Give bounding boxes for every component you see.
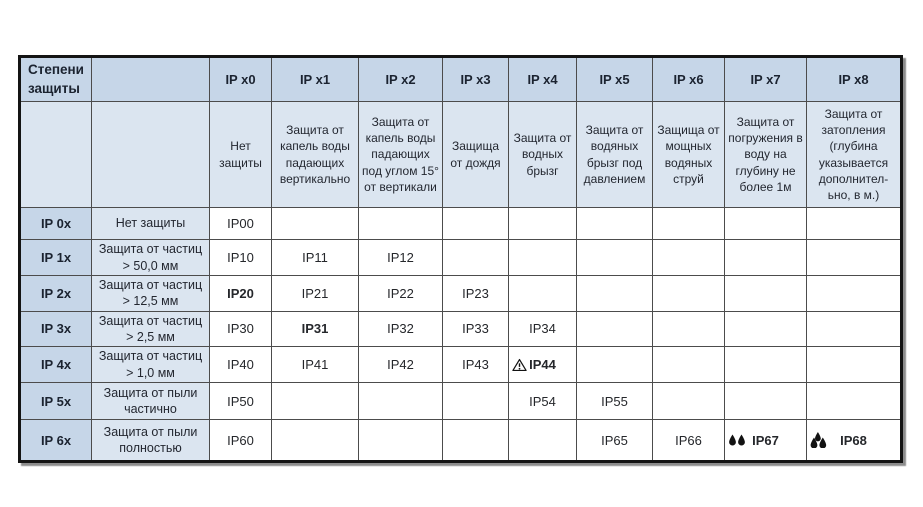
rating-code: IP10	[227, 250, 254, 265]
rating-code: IP43	[462, 357, 489, 372]
rating-code: IP50	[227, 393, 254, 409]
rating-cell	[509, 311, 577, 347]
rating-code: IP54	[529, 393, 556, 409]
table-row-ip1x	[20, 240, 902, 276]
rating-cell	[443, 311, 509, 347]
rating-cell	[272, 347, 359, 383]
row-label: IP 5x	[20, 383, 92, 420]
rating-cell	[272, 276, 359, 312]
rating-cell	[210, 383, 272, 420]
row-description: Защита от частиц > 12,5 мм	[92, 276, 210, 312]
table-row-ip2x	[20, 276, 902, 312]
empty-cell	[359, 208, 443, 240]
rating-code: IP31	[301, 321, 329, 337]
column-header-ipx8: IP x8	[807, 57, 902, 102]
column-description: Нет защиты	[210, 102, 272, 208]
rating-code: IP22	[387, 285, 414, 301]
column-header-ipx5: IP x5	[577, 57, 653, 102]
row-label: IP 2x	[20, 276, 92, 312]
ip-protection-table	[18, 55, 903, 463]
rating-cell	[443, 347, 509, 383]
rating-cell	[210, 208, 272, 240]
empty-cell	[577, 240, 653, 276]
row-label: IP 3x	[20, 311, 92, 347]
rating-code: IP20	[227, 285, 254, 301]
rating-code: IP00	[227, 216, 254, 231]
rating-cell	[509, 383, 577, 420]
empty-cell	[509, 276, 577, 312]
column-description: Защита от погружения в воду на глубину не более 1м	[725, 102, 807, 208]
empty-cell	[577, 311, 653, 347]
empty-cell	[653, 208, 725, 240]
empty-cell	[272, 208, 359, 240]
rating-cell	[653, 420, 725, 462]
empty-cell	[653, 240, 725, 276]
rating-code: IP23	[462, 285, 489, 301]
rating-cell	[210, 276, 272, 312]
rating-code: IP12	[387, 250, 414, 265]
column-description: Защита от водных брызг	[509, 102, 577, 208]
column-header-ipx0: IP x0	[210, 57, 272, 102]
empty-cell	[577, 208, 653, 240]
row-label: IP 0x	[20, 208, 92, 240]
rating-code: IP60	[227, 432, 254, 448]
description-spacer-cell	[92, 102, 210, 208]
empty-cell	[725, 311, 807, 347]
rating-code: IP65	[601, 432, 628, 448]
rating-cell	[359, 276, 443, 312]
empty-cell	[725, 276, 807, 312]
rating-code: IP67	[752, 432, 779, 448]
row-label: IP 1x	[20, 240, 92, 276]
empty-cell	[653, 311, 725, 347]
table-row-ip5x	[20, 383, 902, 420]
rating-cell	[359, 240, 443, 276]
row-description: Защита от пыли частично	[92, 383, 210, 420]
row-label: IP 4x	[20, 347, 92, 383]
rating-code: IP55	[601, 393, 628, 409]
rating-code: IP11	[302, 250, 328, 265]
empty-cell	[509, 208, 577, 240]
empty-cell	[725, 347, 807, 383]
header-spacer-cell	[92, 57, 210, 102]
empty-cell	[443, 208, 509, 240]
warning-icon	[512, 358, 527, 372]
rating-cell	[577, 420, 653, 462]
empty-cell	[725, 208, 807, 240]
ip-table-container	[18, 55, 903, 463]
empty-cell	[807, 208, 902, 240]
rating-code: IP33	[462, 321, 489, 337]
empty-cell	[577, 347, 653, 383]
column-header-ipx3: IP x3	[443, 57, 509, 102]
row-description: Защита от пыли полностью	[92, 420, 210, 462]
rating-code: IP42	[387, 357, 414, 372]
row-description: Защита от частиц > 2,5 мм	[92, 311, 210, 347]
column-header-ipx1: IP x1	[272, 57, 359, 102]
corner-header-degrees-of-protection: Степени защиты	[20, 57, 92, 102]
rating-code: IP41	[301, 357, 329, 372]
column-description: Защита от водяных брызг под давлением	[577, 102, 653, 208]
empty-cell	[509, 420, 577, 462]
row-description: Нет защиты	[92, 208, 210, 240]
header-row-codes	[20, 57, 902, 102]
empty-cell	[359, 383, 443, 420]
empty-cell	[807, 347, 902, 383]
rating-cell	[272, 311, 359, 347]
table-row-ip4x	[20, 347, 902, 383]
column-description: Защища от мощных водяных струй	[653, 102, 725, 208]
empty-cell	[359, 420, 443, 462]
three-drops-icon	[810, 432, 827, 448]
rating-code: IP40	[227, 357, 254, 372]
row-label: IP 6x	[20, 420, 92, 462]
empty-cell	[725, 383, 807, 420]
rating-code: IP30	[227, 321, 254, 337]
column-header-ipx7: IP x7	[725, 57, 807, 102]
column-description: Защища от дождя	[443, 102, 509, 208]
rating-cell	[359, 347, 443, 383]
empty-cell	[509, 240, 577, 276]
rating-cell	[210, 240, 272, 276]
rating-code: IP34	[529, 321, 556, 337]
column-description: Защита от капель воды падающих под углом 15° от вертикали	[359, 102, 443, 208]
rating-code: IP68	[840, 432, 867, 448]
rating-cell	[210, 347, 272, 383]
table-row-ip3x	[20, 311, 902, 347]
rating-cell	[210, 311, 272, 347]
empty-cell	[725, 240, 807, 276]
column-header-ipx2: IP x2	[359, 57, 443, 102]
empty-cell	[443, 420, 509, 462]
empty-cell	[443, 383, 509, 420]
column-description: Защита от затопления (глубина указывается дополнител-ьно, в м.)	[807, 102, 902, 208]
empty-cell	[272, 420, 359, 462]
empty-cell	[807, 240, 902, 276]
description-spacer-cell	[20, 102, 92, 208]
empty-cell	[653, 276, 725, 312]
rating-code: IP21	[301, 285, 329, 301]
row-description: Защита от частиц > 50,0 мм	[92, 240, 210, 276]
rating-cell	[509, 347, 577, 383]
two-drops-icon	[728, 435, 746, 446]
table-row-ip0x	[20, 208, 902, 240]
empty-cell	[807, 383, 902, 420]
empty-cell	[807, 276, 902, 312]
column-header-ipx4: IP x4	[509, 57, 577, 102]
rating-code: IP66	[675, 432, 702, 448]
rating-cell	[272, 240, 359, 276]
rating-cell	[807, 420, 902, 462]
rating-cell	[443, 276, 509, 312]
empty-cell	[443, 240, 509, 276]
empty-cell	[272, 383, 359, 420]
rating-code: IP32	[387, 321, 414, 337]
empty-cell	[577, 276, 653, 312]
row-description: Защита от частиц > 1,0 мм	[92, 347, 210, 383]
header-row-descriptions	[20, 102, 902, 208]
table-row-ip6x	[20, 420, 902, 462]
empty-cell	[653, 383, 725, 420]
rating-cell	[577, 383, 653, 420]
rating-cell	[359, 311, 443, 347]
rating-cell	[210, 420, 272, 462]
rating-code: IP44	[529, 357, 556, 372]
rating-cell	[725, 420, 807, 462]
empty-cell	[653, 347, 725, 383]
column-description: Защита от капель воды падающих вертикально	[272, 102, 359, 208]
column-header-ipx6: IP x6	[653, 57, 725, 102]
empty-cell	[807, 311, 902, 347]
